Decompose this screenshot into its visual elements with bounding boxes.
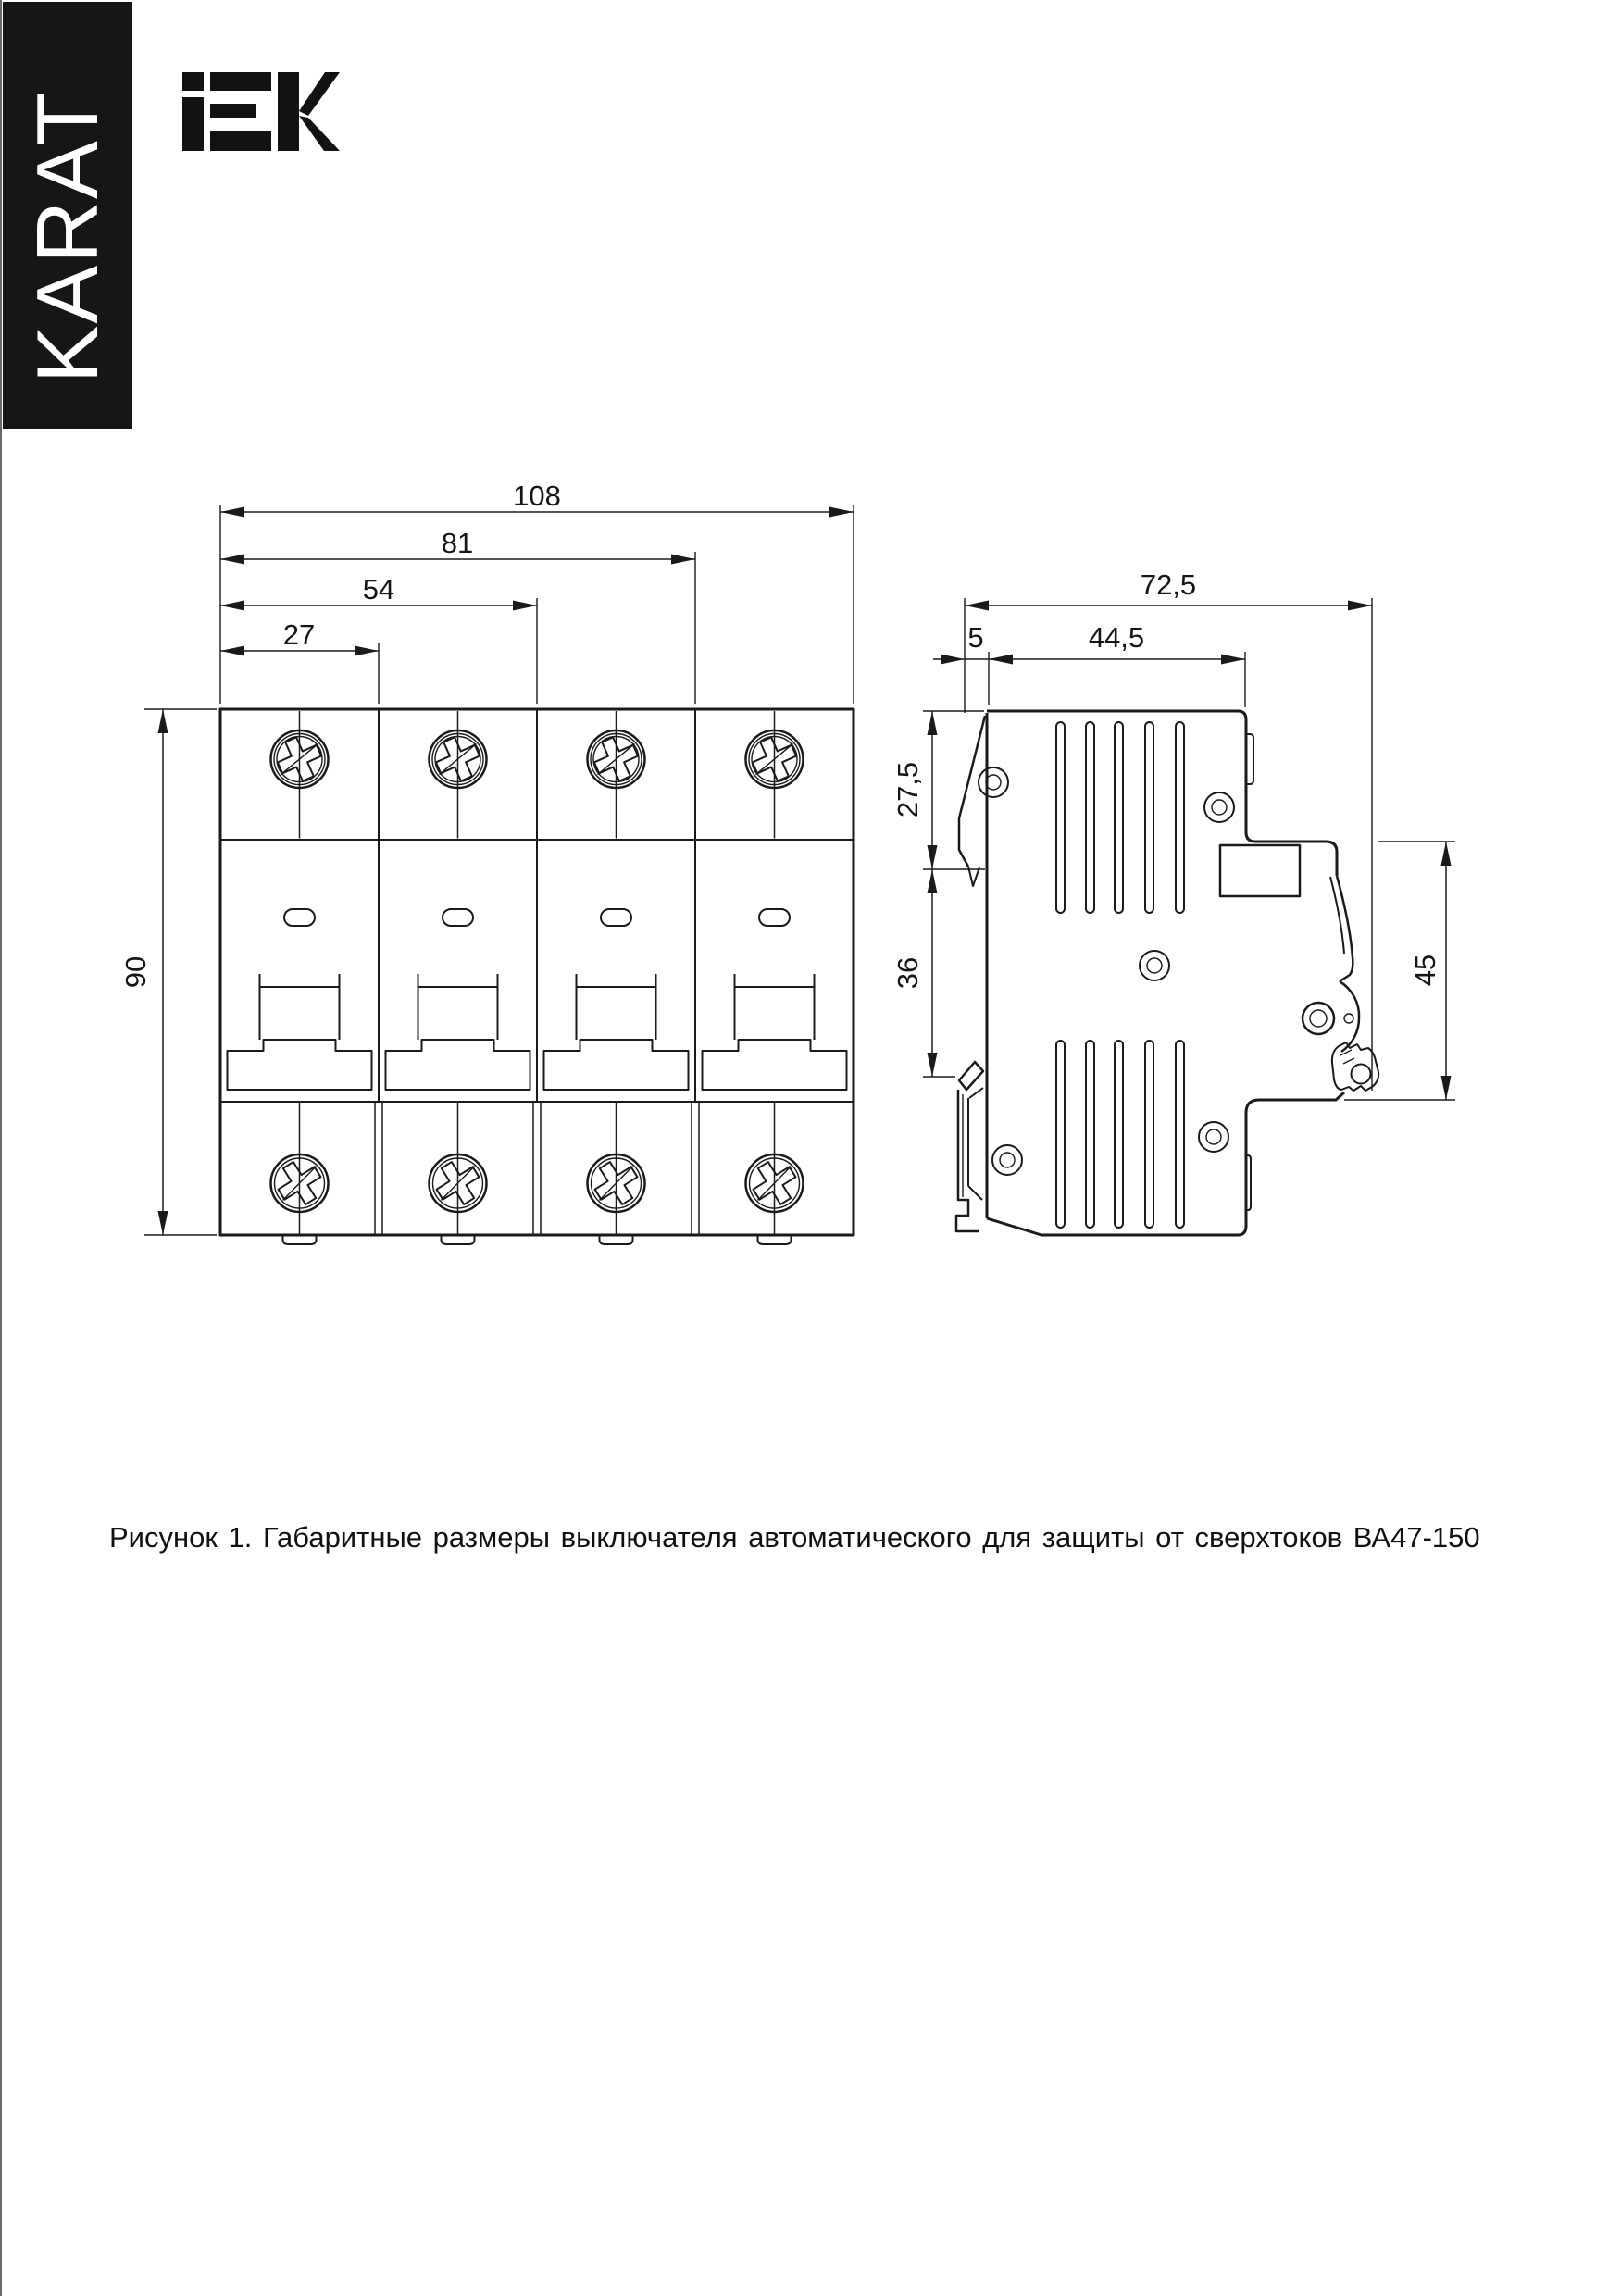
dim-label-44-5: 44,5: [1088, 621, 1145, 654]
dim-label-90: 90: [119, 955, 152, 989]
vent-slots-lower: [1056, 1041, 1184, 1228]
vent-slots-upper: [1056, 722, 1184, 913]
dim-label-108: 108: [513, 480, 561, 512]
dim-label-27: 27: [282, 618, 316, 651]
dim-label-45: 45: [1409, 954, 1441, 987]
dim-label-72-5: 72,5: [1140, 568, 1197, 601]
side-view: [956, 711, 1378, 1235]
dim-label-54: 54: [362, 573, 395, 605]
dim-label-27-5: 27,5: [892, 761, 924, 818]
din-clip-upper: [959, 716, 985, 886]
dim-label-5: 5: [967, 621, 984, 654]
dim-label-81: 81: [441, 527, 474, 559]
dimension-lines: [144, 505, 1455, 1235]
karat-brand-text: KARAT: [19, 90, 116, 384]
figure-caption: Рисунок 1. Габаритные размеры выключателя автоматического для защиты от сверхтоков ВА47-150: [109, 1521, 1480, 1554]
dim-label-36: 36: [892, 956, 924, 990]
din-clip-lower: [956, 1062, 983, 1231]
front-view: [220, 709, 854, 1244]
